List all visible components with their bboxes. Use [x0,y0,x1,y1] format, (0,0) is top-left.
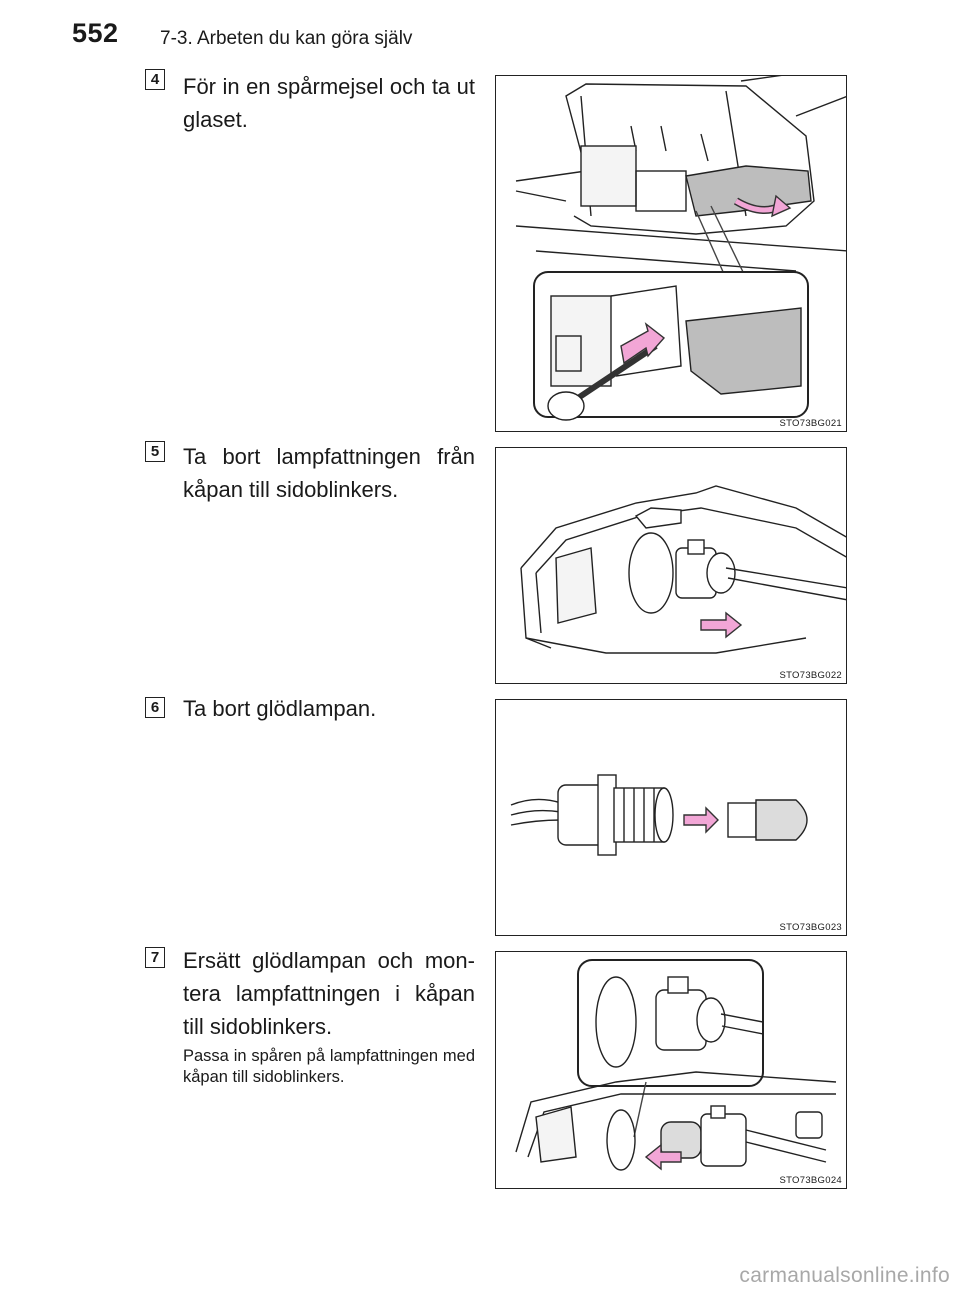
remove-bulb-illustration [496,700,847,936]
page-number: 552 [72,18,119,48]
figure-remove-bulb [495,699,847,936]
watermark: carmanualsonline.info [739,1264,950,1287]
figure-remove-glass [495,75,847,432]
figure-code: STO73BG024 [779,1175,842,1186]
remove-glass-illustration [496,76,847,432]
figure-remove-socket [495,447,847,684]
figure-code: STO73BG021 [779,418,842,429]
remove-socket-illustration [496,448,847,684]
figure-install-socket [495,951,847,1189]
step-6-text: Ta bort glödlampan. [183,696,377,721]
section-title: 7-3. Arbeten du kan göra själv [160,28,413,49]
step-6-badge: 6 [145,697,165,718]
install-socket-illustration [496,952,847,1189]
figure-code: STO73BG022 [779,670,842,681]
step-7-text: Ersätt glödlampan och montera lampfattningen i kåpan till sidoblinkers. [183,948,475,1039]
step-7-note: Passa in spåren på lampfattningen med kåpan till sidoblinkers. [183,1047,475,1086]
figure-code: STO73BG023 [779,922,842,933]
step-7-badge: 7 [145,947,165,968]
step-4-badge: 4 [145,69,165,90]
step-4-text: För in en spårmejsel och ta ut glaset. [183,74,475,132]
step-5-text: Ta bort lampfattningen från kåpan till sidoblinkers. [183,444,475,502]
step-5-badge: 5 [145,441,165,462]
